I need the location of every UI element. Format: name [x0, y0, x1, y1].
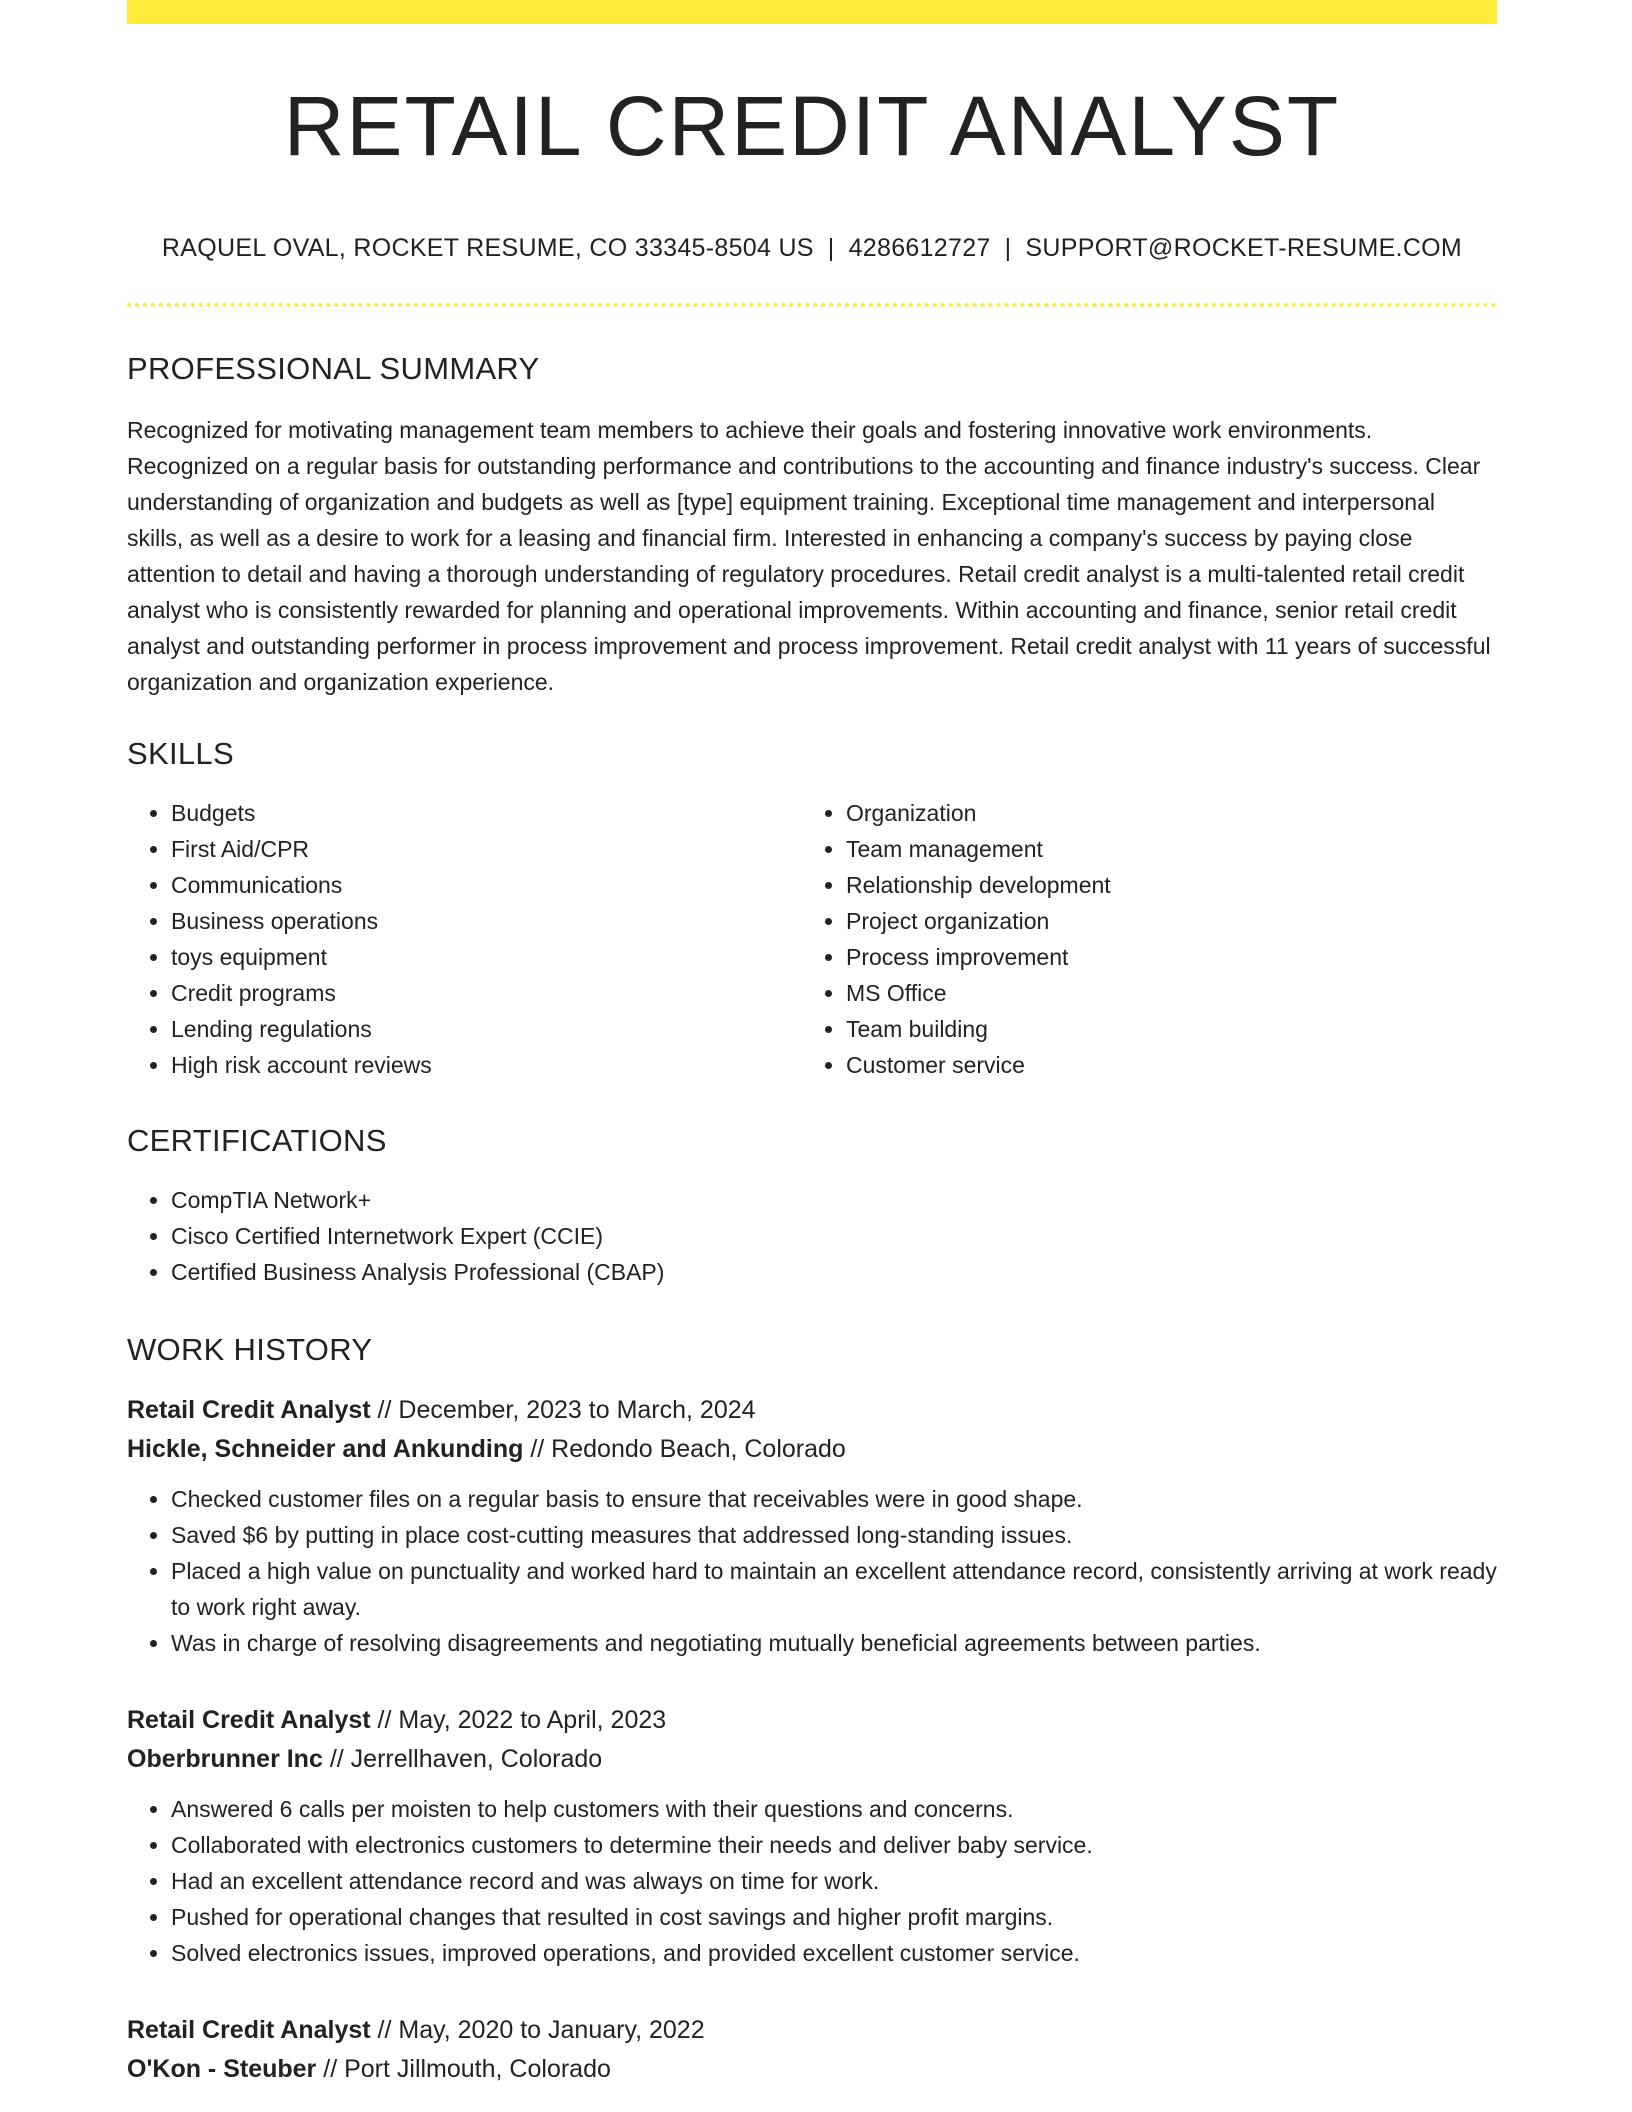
skill-item: • High risk account reviews [171, 1047, 802, 1083]
skill-item: • Project organization [846, 903, 1477, 939]
job-bullet: • Saved $6 by putting in place cost-cutting measures that addressed long-standing issues. [171, 1517, 1497, 1553]
job-bullet: • Collaborated with electronics customers to determine their needs and deliver baby service. [171, 1827, 1497, 1863]
job-company: Hickle, Schneider and Ankunding [127, 1435, 524, 1463]
resume-page [127, 0, 1497, 2089]
job-company-line [127, 1740, 1497, 1779]
job-bullet: • Was in charge of resolving disagreements and negotiating mutually beneficial agreements between parties. [171, 1625, 1497, 1661]
contact-email: SUPPORT@ROCKET-RESUME.COM [1025, 234, 1463, 262]
certifications-list [127, 1182, 1497, 1290]
resume-title: RETAIL CREDIT ANALYST [283, 79, 1341, 173]
skills-list-left [127, 795, 802, 1083]
job-company-line [127, 2050, 1497, 2089]
job-entry [127, 1391, 1497, 1661]
job-bullet: • Solved electronics issues, improved operations, and provided excellent customer service. [171, 1935, 1497, 1971]
job-bullet: • Answered 6 calls per moisten to help customers with their questions and concerns. [171, 1791, 1497, 1827]
certifications-heading: CERTIFICATIONS [127, 1123, 387, 1158]
contact-address: RAQUEL OVAL, ROCKET RESUME, CO 33345-8504 US [161, 234, 814, 262]
job-separator: // [370, 2016, 399, 2044]
skill-item: • Process improvement [846, 939, 1477, 975]
job-separator: // [316, 2055, 345, 2083]
job-separator: // [322, 1745, 351, 1773]
job-title-line [127, 1391, 1497, 1430]
job-separator: // [370, 1706, 399, 1734]
skill-item: • Team building [846, 1011, 1477, 1047]
accent-top-bar [127, 0, 1497, 24]
skills-heading: SKILLS [127, 736, 234, 771]
job-location: Port Jillmouth, Colorado [344, 2055, 611, 2083]
skill-item: • Business operations [171, 903, 802, 939]
skill-item: • Credit programs [171, 975, 802, 1011]
job-company: O'Kon - Steuber [127, 2055, 317, 2083]
job-bullet: • Pushed for operational changes that resulted in cost savings and higher profit margins. [171, 1899, 1497, 1935]
job-bullets [127, 1481, 1497, 1661]
summary-text: Recognized for motivating management team members to achieve their goals and fostering innovative work environments. Recognized on a regular basis for outstanding performance and contributions to the accounting and finance industry's success. Clear understanding of organization and budgets as well as [type] equipment training. Exceptional time management and interpersonal skills, as well as a desire to work for a leasing and financial firm. Interested in enhancing a company's success by paying close attention to detail and having a thorough understanding of regulatory procedures. Retail credit analyst is a multi-talented retail credit analyst who is consistently rewarded for planning and operational improvements. Within accounting and finance, senior retail credit analyst and outstanding performer in process improvement and process improvement. Retail credit analyst with 11 years of successful organization and organization experience. [127, 417, 1491, 695]
header-divider [127, 303, 1497, 307]
job-dates: May, 2020 to January, 2022 [398, 2016, 705, 2044]
job-title-line [127, 1701, 1497, 1740]
job-dates: December, 2023 to March, 2024 [398, 1396, 756, 1424]
contact-phone: 4286612727 [848, 234, 991, 262]
job-bullet: • Checked customer files on a regular basis to ensure that receivables were in good shape. [171, 1481, 1497, 1517]
skill-item: • Relationship development [846, 867, 1477, 903]
certification-item: • CompTIA Network+ [171, 1182, 1497, 1218]
job-location: Jerrellhaven, Colorado [350, 1745, 603, 1773]
skill-item: • Communications [171, 867, 802, 903]
job-entry [127, 1701, 1497, 1971]
skill-item: • Budgets [171, 795, 802, 831]
summary-heading: PROFESSIONAL SUMMARY [127, 351, 540, 386]
contact-line [127, 234, 1497, 263]
work-history-heading: WORK HISTORY [127, 1332, 373, 1367]
certification-item: • Cisco Certified Internetwork Expert (CCIE) [171, 1218, 1497, 1254]
job-title: Retail Credit Analyst [127, 1706, 371, 1734]
job-separator: // [370, 1396, 399, 1424]
contact-separator: | [827, 234, 835, 262]
job-entry [127, 2011, 1497, 2089]
skill-item: • Customer service [846, 1047, 1477, 1083]
job-title: Retail Credit Analyst [127, 1396, 371, 1424]
skills-list-right [802, 795, 1477, 1083]
job-company-line [127, 1430, 1497, 1469]
skill-item: • toys equipment [171, 939, 802, 975]
job-dates: May, 2022 to April, 2023 [398, 1706, 667, 1734]
skill-item: • Team management [846, 831, 1477, 867]
job-title-line [127, 2011, 1497, 2050]
job-company: Oberbrunner Inc [127, 1745, 323, 1773]
job-separator: // [523, 1435, 552, 1463]
job-bullets [127, 1791, 1497, 1971]
skills-grid [127, 795, 1497, 1083]
job-location: Redondo Beach, Colorado [551, 1435, 846, 1463]
skill-item: • First Aid/CPR [171, 831, 802, 867]
skill-item: • MS Office [846, 975, 1477, 1011]
job-bullet: • Placed a high value on punctuality and worked hard to maintain an excellent attendance record, consistently arriving at work ready to work right away. [171, 1553, 1497, 1625]
job-bullet: • Had an excellent attendance record and was always on time for work. [171, 1863, 1497, 1899]
contact-separator: | [1004, 234, 1012, 262]
certification-item: • Certified Business Analysis Professional (CBAP) [171, 1254, 1497, 1290]
skill-item: • Organization [846, 795, 1477, 831]
job-title: Retail Credit Analyst [127, 2016, 371, 2044]
skill-item: • Lending regulations [171, 1011, 802, 1047]
